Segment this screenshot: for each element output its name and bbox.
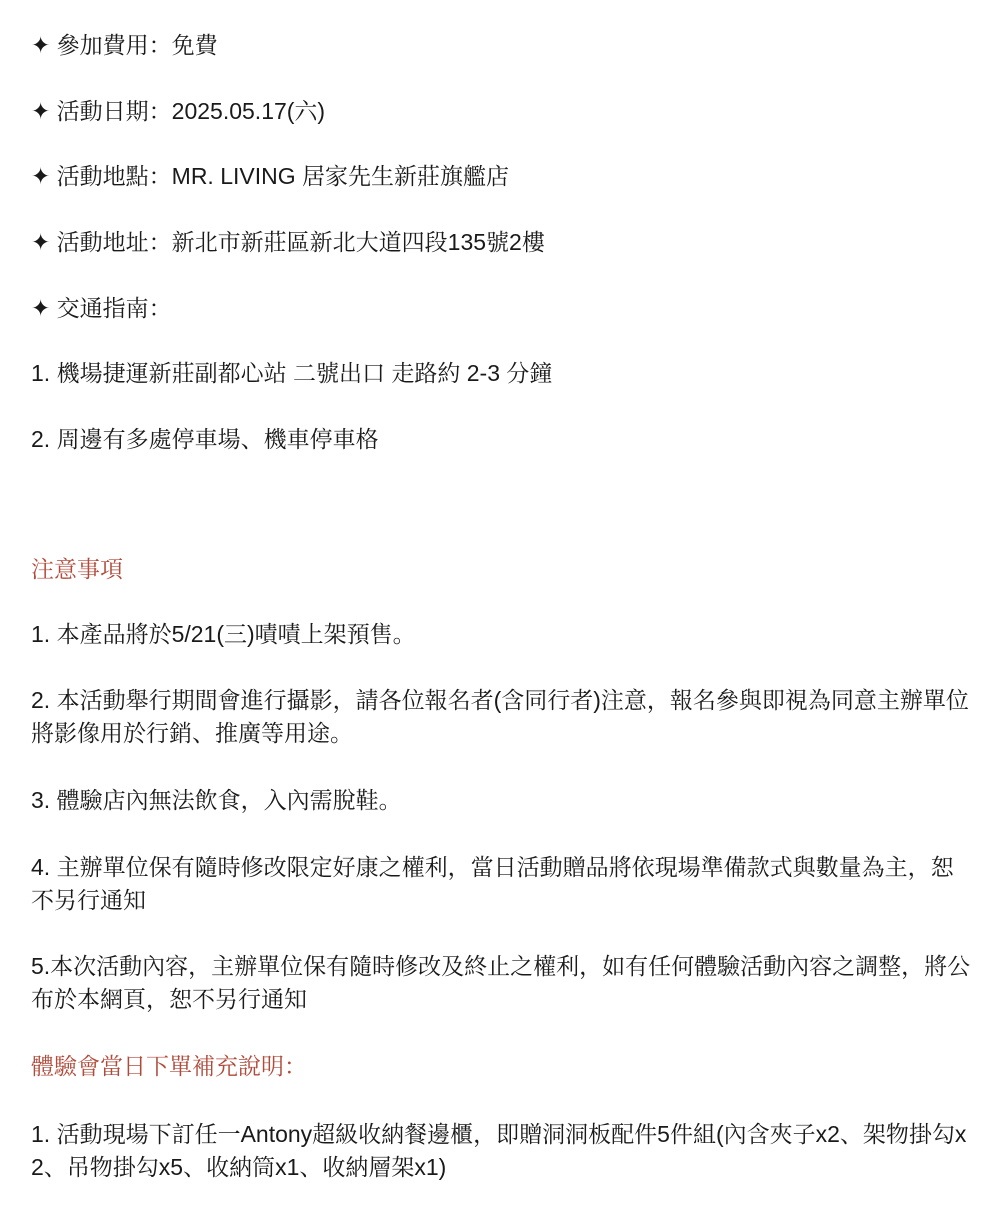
note-item: 1. 本產品將於5/21(三)嘖嘖上架預售。 [31, 621, 416, 647]
note-item: 3. 體驗店內無法飲食，入內需脫鞋。 [31, 787, 402, 813]
supplement-item: 1. 活動現場下訂任一Antony超級收納餐邊櫃，即贈洞洞板配件5件組(內含夾子x2、架物掛勾x2、吊物掛勾x5、收納筒x1、收納層架x1) [31, 1121, 967, 1180]
note-item: 4. 主辦單位保有隨時修改限定好康之權利，當日活動贈品將依現場準備款式與數量為主，恕不另行通知 [31, 854, 954, 913]
note-item: 2. 本活動舉行期間會進行攝影，請各位報名者(含同行者)注意，報名參與即視為同意主辦單位將影像用於行銷、推廣等用途。 [31, 687, 969, 746]
transport-item: 2. 周邊有多處停車場、機車停車格 [31, 426, 379, 452]
fee-line: ✦ 參加費用：免費 [31, 32, 218, 58]
venue-line: ✦ 活動地點：MR. LIVING 居家先生新莊旗艦店 [31, 163, 510, 189]
supplement-heading: 體驗會當日下單補充說明： [31, 1053, 307, 1079]
transport-heading: ✦ 交通指南： [31, 295, 172, 321]
transport-item: 1. 機場捷運新莊副都心站 二號出口 走路約 2-3 分鐘 [31, 360, 553, 386]
notes-heading: 注意事項 [31, 556, 123, 582]
note-item: 5.本次活動內容，主辦單位保有隨時修改及終止之權利，如有任何體驗活動內容之調整，將公布於本網頁，恕不另行通知 [31, 953, 971, 1012]
date-line: ✦ 活動日期：2025.05.17(六) [31, 98, 326, 124]
address-line: ✦ 活動地址：新北市新莊區新北大道四段135號2樓 [31, 229, 545, 255]
